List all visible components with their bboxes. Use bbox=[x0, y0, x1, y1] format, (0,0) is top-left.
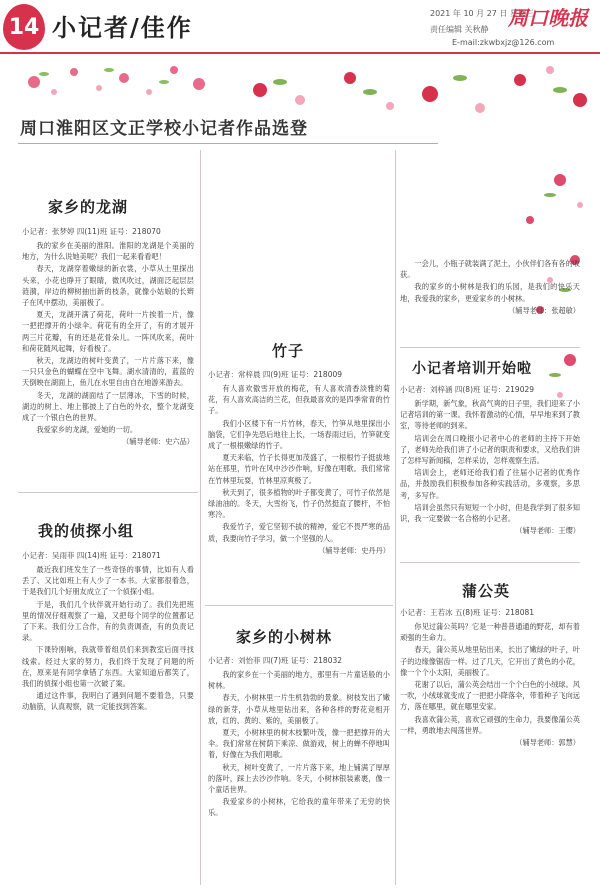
article-title: 蒲公英 bbox=[462, 582, 511, 600]
paragraph: 通过这件事，我明白了遇到问题不要着急，只要动脑筋，认真观察，就一定能找到答案。 bbox=[22, 691, 194, 712]
paragraph: 春天，龙湖穿着嫩绿的新衣裳，小草从土里探出头来，小花也睁开了眼睛，微风吹过，湖面泛起层层涟漪，岸边的柳树抽出新的枝条，就像小姑娘的长辫子在风中摆动，美丽极了。 bbox=[22, 264, 194, 308]
banner-divider bbox=[18, 143, 438, 144]
paragraph: 我爱家乡的小树林，它给我的童年带来了无穷的快乐。 bbox=[208, 797, 390, 818]
article-body bbox=[208, 669, 390, 820]
article-body-continued bbox=[400, 258, 580, 317]
paragraph: 春天，蒲公英从地里钻出来，长出了嫩绿的叶子，叶子的边缘像锯齿一样。过了几天，它开出了黄色的小花，像一个个小太阳，美丽极了。 bbox=[400, 645, 580, 677]
article-title: 小记者培训开始啦 bbox=[412, 361, 532, 377]
article-byline: 小记者：刘怡菲 四(7)班 证号：218032 bbox=[208, 656, 343, 665]
article-byline: 小记者：王若冰 五(8)班 证号：218081 bbox=[400, 608, 535, 617]
newspaper-brand-logo: 周口晚报 bbox=[508, 6, 588, 30]
contact-email: E-mail:zkwbxjz@126.com bbox=[452, 38, 555, 47]
paragraph: 我喜欢蒲公英，喜欢它顽强的生命力，我要像蒲公英一样，勇敢地去闯荡世界。 bbox=[400, 714, 580, 735]
article-byline: 小记者：刘梓涵 四(8)班 证号：219029 bbox=[400, 385, 535, 394]
paragraph: 一会儿，小瓶子就装满了泥土，小伙伴们各有各的收获。 bbox=[400, 259, 580, 280]
paragraph: 新学期，新气象，秋高气爽的日子里，我们迎来了小记者培训的第一课。我怀着激动的心情，早早地来到了教室，等待老师的到来。 bbox=[400, 399, 580, 431]
article-body bbox=[400, 621, 580, 749]
paragraph: 夏天来临，竹子长得更加茂盛了，一根根竹子挺拔地站在那里，竹叶在风中沙沙作响，好像在唱歌。我们常常在竹林里玩耍，竹林里凉爽极了。 bbox=[208, 453, 390, 485]
article-divider bbox=[205, 605, 393, 606]
article-byline: 小记者：吴雨菲 四(14)班 证号：218071 bbox=[22, 551, 161, 560]
page-number: 14 bbox=[8, 14, 40, 40]
header-divider bbox=[0, 52, 600, 54]
paragraph: 夏天，龙湖开满了荷花，荷叶一片挨着一片，像一把把撑开的小绿伞。荷花有的全开了，有的才展开两三片花瓣，有的还是花骨朵儿。一阵风吹来，荷叶和荷花随风起舞，好看极了。 bbox=[22, 310, 194, 353]
page-number-badge bbox=[3, 4, 45, 50]
article-byline: 小记者：常梓晨 四(9)班 证号：218009 bbox=[208, 370, 343, 379]
paragraph: 下课铃刚响，我就带着组员们来到教室后面寻找线索。经过大家的努力，我们终于发现了问题的所在，原来是有同学拿错了东西。大家知道后都笑了，我们的侦探小组也第一次破了案。 bbox=[22, 645, 194, 689]
article-title: 竹子 bbox=[272, 342, 305, 360]
teacher-credit: （辅导老师：郭慧） bbox=[515, 738, 580, 748]
paragraph: 秋天，龙湖边的树叶变黄了，一片片落下来，像一只只金色的蝴蝶在空中飞舞。湖水清清的，蓝蓝的天倒映在湖面上，鱼儿在水里自由自在地游来游去。 bbox=[22, 356, 194, 388]
paragraph: 于是，我们几个伙伴就开始行动了。我们先把班里的情况仔细观察了一遍，又把每个同学的位置都记了下来。我们分工合作，有的负责调查，有的负责记录。 bbox=[22, 599, 194, 643]
paragraph: 我的家乡的小树林是我们的乐园，是我们的快乐天地，我爱我的家乡，更爱家乡的小树林。 bbox=[400, 282, 580, 303]
flower-decoration-left-icon bbox=[14, 62, 214, 122]
article-body bbox=[208, 383, 390, 557]
article-title: 我的侦探小组 bbox=[38, 522, 135, 540]
teacher-credit: （辅导老师：王缨） bbox=[515, 526, 580, 536]
column-divider-1 bbox=[200, 150, 201, 885]
paragraph: 培训会上，老师还给我们看了往届小记者的优秀作品，并鼓励我们积极参加各种实践活动，多观察，多思考，多写作。 bbox=[400, 468, 580, 500]
page-banner-title: 周口淮阳区文正学校小记者作品选登 bbox=[20, 119, 308, 139]
article-divider bbox=[400, 562, 580, 563]
teacher-credit: （辅导老师：张超敏） bbox=[508, 305, 580, 315]
paragraph: 我的家乡在美丽的淮阳。淮阳的龙湖是个美丽的地方，为什么说她美呢？我们一起来看看吧！ bbox=[22, 241, 194, 262]
paragraph: 花谢了以后，蒲公英会结出一个个白色的小绒球。风一吹，小绒球就变成了一把把小降落伞，带着种子飞向远方，落在哪里，就在哪里安家。 bbox=[400, 680, 580, 712]
paragraph: 我爱竹子，爱它坚韧不拔的精神，爱它不畏严寒的品质，我要向竹子学习，做一个坚强的人。 bbox=[208, 522, 390, 543]
paragraph: 我的家乡在一个美丽的地方，那里有一片童话般的小树林。 bbox=[208, 670, 390, 691]
paragraph: 秋天，树叶变黄了，一片片落下来，地上铺满了厚厚的落叶，踩上去沙沙作响。冬天，小树林银装素裹，像一个童话世界。 bbox=[208, 762, 390, 795]
article-body bbox=[22, 240, 194, 449]
issue-date: 2021 年 10 月 27 日 星期三 bbox=[430, 9, 534, 18]
teacher-credit: （辅导老师：史六品） bbox=[122, 437, 194, 447]
article-title: 家乡的龙湖 bbox=[48, 198, 129, 216]
article-body bbox=[22, 564, 194, 714]
article-body bbox=[400, 398, 580, 537]
paragraph: 秋天到了，很多植物的叶子都变黄了，可竹子依然是绿油油的。冬天，大雪纷飞，竹子仍然挺直了腰杆，不怕寒冷。 bbox=[208, 487, 390, 520]
article-divider bbox=[400, 347, 580, 348]
paragraph: 冬天，龙湖的湖面结了一层薄冰，下雪的时候，湖边的树上、地上都披上了白色的外衣，整个龙湖变成了一个银白色的世界。 bbox=[22, 390, 194, 423]
teacher-credit: （辅导老师：史丹丹） bbox=[318, 545, 390, 555]
paragraph: 最近我们班发生了一些奇怪的事情，比如有人看丢了、又比如班上有人少了一本书。大家都很着急，于是我们几个好朋友成立了一个侦探小组。 bbox=[22, 565, 194, 597]
section-title: 小记者/佳作 bbox=[52, 13, 193, 42]
column-divider-2 bbox=[395, 150, 396, 885]
paragraph: 春天，小树林里一片生机勃勃的景象。树枝发出了嫩绿的新芽，小草从地里钻出来，各种各样的野花竞相开放，红的、黄的、紫的，美丽极了。 bbox=[208, 693, 390, 725]
article-divider bbox=[18, 492, 198, 493]
paragraph: 培训会虽然只有短短一个小时，但是我学到了很多知识，我一定要做一名合格的小记者。 bbox=[400, 502, 580, 524]
responsible-editor: 责任编辑 关秋静 bbox=[430, 25, 489, 34]
article-byline: 小记者：张梦婷 四(11)班 证号：218070 bbox=[22, 227, 161, 236]
paragraph: 有人喜欢傲雪开放的梅花，有人喜欢清香淡雅的菊花，有人喜欢高洁的兰花，但我最喜欢的是四季常青的竹子。 bbox=[208, 384, 390, 416]
paragraph: 我爱家乡的龙湖，爱她的一切。 bbox=[36, 425, 138, 435]
paragraph: 培训会在周口晚报小记者中心的老师的主持下开始了，老师先给我们讲了小记者的职责和要求，又给我们讲了怎样写新闻稿，怎样采访，怎样观察生活。 bbox=[400, 433, 580, 466]
paragraph: 你见过蒲公英吗？它是一种普普通通的野花，却有着顽强的生命力。 bbox=[400, 622, 580, 643]
paragraph: 我们小区楼下有一片竹林，春天，竹笋从地里探出小脑袋，它们争先恐后地往上长，一场春雨过后，竹笋就变成了一根根嫩绿的竹子。 bbox=[208, 418, 390, 451]
paragraph: 夏天，小树林里的树木枝繁叶茂，像一把把撑开的大伞。我们常常在树荫下乘凉、做游戏，树上的蝉不停地叫着，好像在为我们唱歌。 bbox=[208, 728, 390, 760]
article-title: 家乡的小树林 bbox=[236, 628, 333, 646]
